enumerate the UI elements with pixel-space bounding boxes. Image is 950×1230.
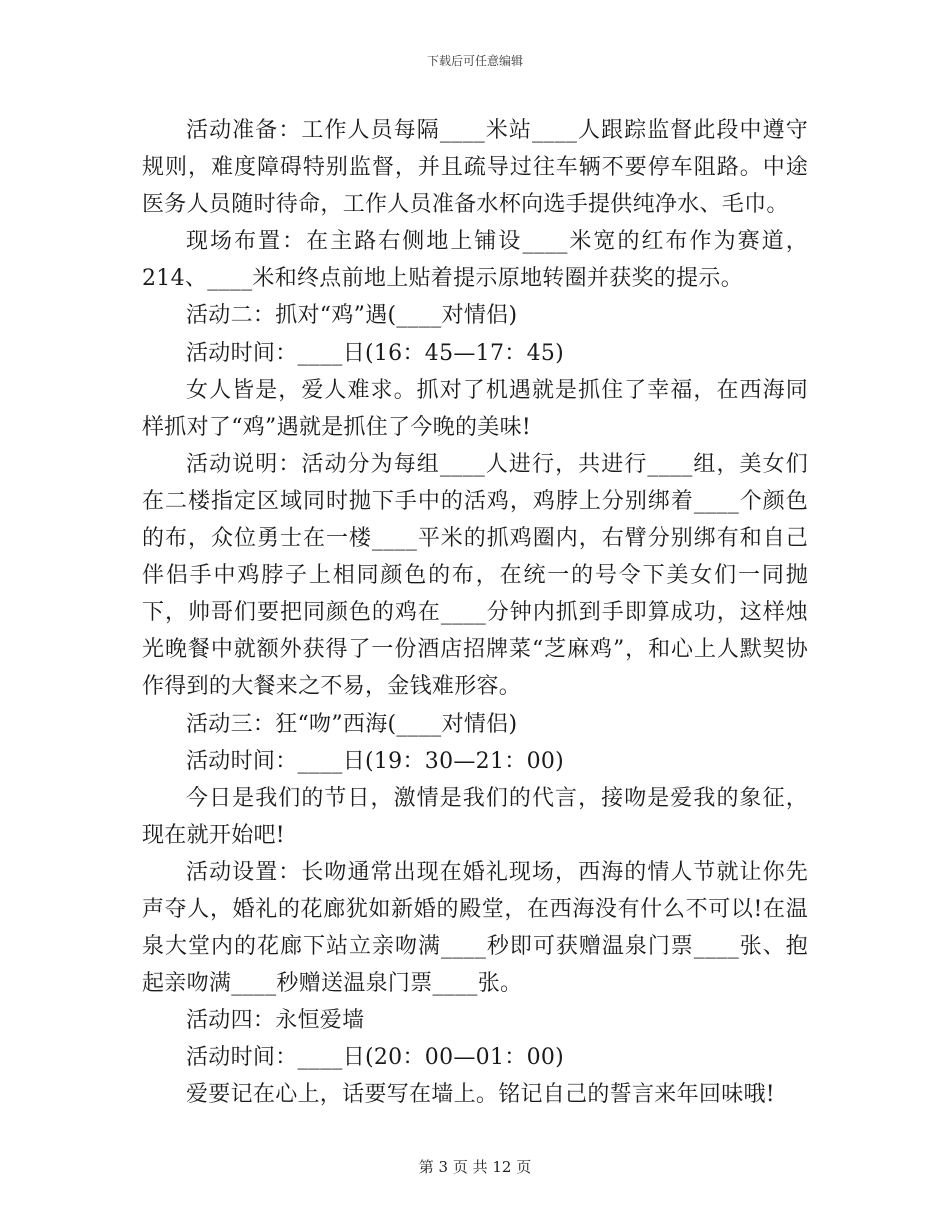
- paragraph-activity-three-setup: 活动设置：长吻通常出现在婚礼现场，西海的情人节就让你先声夺人，婚礼的花廊犹如新婚的殿堂，在西海没有什么不可以!在温泉大堂内的花廊下站立亲吻满____秒即可获赠温泉门票____张、抱起亲吻满____秒赠送温泉门票____张。: [142, 859, 808, 997]
- activity-three-time: 活动时间：____日(19：30—21：00): [186, 748, 565, 774]
- heading-activity-two: 活动二：抓对“鸡”遇(____对情侣): [186, 303, 518, 329]
- paragraph-activity-two-intro: 女人皆是，爱人难求。抓对了机遇就是抓住了幸福，在西海同样抓对了“鸡”遇就是抓住了今晚的美味!: [142, 377, 808, 440]
- activity-two-time: 活动时间：____日(16：45—17：45): [186, 340, 565, 366]
- page-number: 第 3 页 共 12 页: [418, 1158, 532, 1176]
- heading-activity-four: 活动四：永恒爱墙: [186, 1008, 365, 1034]
- paragraph-activity-preparation: 活动准备：工作人员每隔____米站____人跟踪监督此段中遵守规则，难度障碍特别监督，并且疏导过往车辆不要停车阻路。中途医务人员随时待命，工作人员准备水杯向选手提供纯净水、毛巾。: [142, 118, 808, 218]
- paragraph-activity-two-description: 活动说明：活动分为每组____人进行，共进行____组，美女们在二楼指定区域同时抛下手中的活鸡，鸡脖上分别绑着____个颜色的布，众位勇士在一楼____平米的抓鸡圈内，右臂分别绑有和自己伴侣手中鸡脖子上相同颜色的布，在统一的号令下美女们一同抛下，帅哥们要把同颜色的鸡在____分钟内抓到手即算成功，这样烛光晚餐中就额外获得了一份酒店招牌菜“芝麻鸡”，和心上人默契协作得到的大餐来之不易，金钱难形容。: [142, 451, 808, 700]
- activity-four-time: 活动时间：____日(20：00—01：00): [186, 1045, 565, 1071]
- paragraph-site-layout: 现场布置：在主路右侧地上铺设____米宽的红布作为赛道，214、____米和终点前地上贴着提示原地转圈并获奖的提示。: [142, 229, 808, 292]
- page-header: 下载后可任意编辑: [426, 54, 523, 68]
- paragraph-activity-four-intro: 爱要记在心上，话要写在墙上。铭记自己的誓言来年回味哦!: [186, 1082, 775, 1108]
- paragraph-activity-three-intro: 今日是我们的节日，激情是我们的代言，接吻是爱我的象征，现在就开始吧!: [142, 785, 808, 848]
- document-body: [142, 112, 808, 1114]
- heading-activity-three: 活动三：狂“吻”西海(____对情侣): [186, 711, 518, 737]
